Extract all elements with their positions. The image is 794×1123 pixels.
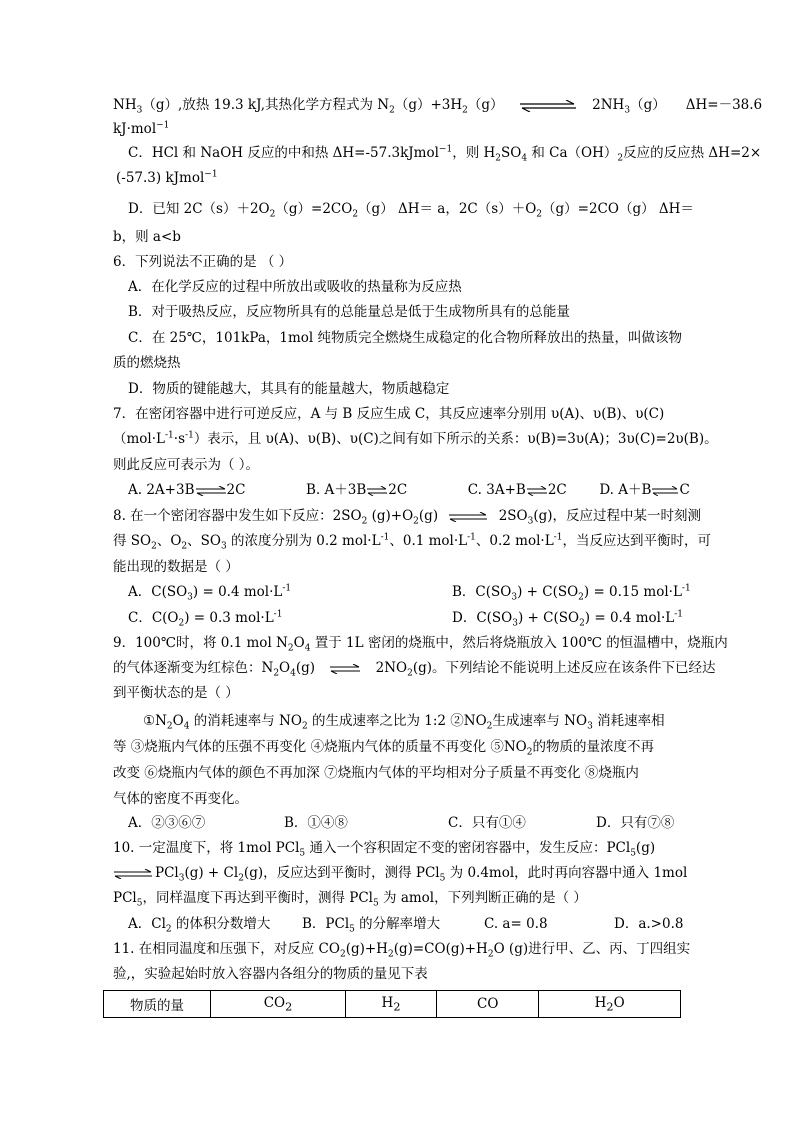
table-header: $H_2O$ <box>539 991 681 1018</box>
text-line: PCl$_5$，同样温度下再达到平衡时，测得 PCl$_5$ 为 amol，下列判断正确的是（ ） <box>113 890 587 909</box>
text-line: 质的燃烧热 <box>113 355 181 371</box>
option-a: A．在化学反应的过程中所放出或吸收的热量称为反应热 <box>128 279 462 295</box>
option-c: C. a= 0.8 <box>484 916 548 932</box>
question-8: 8. 在一个密闭容器中发生如下反应：$2SO_2$ $(g)+O_2(g)$ $2SO_3(g)$，反应过程中某一时刻测 <box>113 508 702 527</box>
text-line: 能出现的数据是（ ） <box>113 559 239 575</box>
text-line: (-57.3) kJmol$^{-1}$ <box>116 169 218 186</box>
text-line: $①N_2O_4$ 的消耗速率与 $NO_2$ 的生成速率之比为 1:2 $②NO_2$生成速率与 $NO_3$ 消耗速率相 <box>143 713 665 732</box>
text-line: b，则 a<b <box>113 229 181 245</box>
option-c: C．在 25℃，101kPa，1mol 纯物质完全燃烧生成稳定的化合物所释放出的热量，叫做该物 <box>128 330 682 346</box>
text-line: kJ·mol$^{-1}$ <box>113 120 170 137</box>
text-line: 气体的密度不再变化。 <box>113 791 248 807</box>
option-d: D．已知 $2C(s)+2O_2(g)=2CO_2(g)$ ΔH＝ a，$2C(s)+O_2(g)=2CO(g)$ ΔH＝ <box>128 201 694 220</box>
equilibrium-arrow-icon <box>195 486 227 496</box>
text-line: 则此反应可表示为（ ）。 <box>113 457 260 473</box>
text-line: $(mol\cdot L^{-1}\cdot s^{-1})$表示，且 υ(A)、υ(B)、υ(C)之间有如下所示的关系：υ(B)=3υ(A)；3υ(C)=2υ(B)。 <box>113 430 718 447</box>
equation-line: $NH_3(g)$,放热 19.3 kJ,其热化学方程式为 $N_2(g)+3H_2(g)$ $2NH_3(g)$ ΔH=－38.6 <box>113 97 763 116</box>
option-b: B. A＋3B 2C <box>306 482 408 498</box>
text-line: 改变 ⑥烧瓶内气体的颜色不再加深 ⑦烧瓶内气体的平均相对分子质量不再变化 ⑧烧瓶内 <box>113 765 639 781</box>
question-7: 7．在密闭容器中进行可逆反应，A 与 B 反应生成 C，其反应速率分别用 υ(A)、υ(B)、υ(C) <box>113 406 665 422</box>
option-b: B．PCl$_5$ 的分解率增大 <box>302 916 441 935</box>
text-line: 的气体逐渐变为红棕色：$N_2O_4(g)$ $2NO_2(g)$。下列结论不能说明上述反应在该条件下已经达 <box>113 660 716 679</box>
option-b: B．$C(SO_3) + C(SO_2) = 0.15$ $mol\cdot L^{-1}$ <box>452 583 691 603</box>
option-b: B．对于吸热反应，反应物所具有的总能量总是低于生成物所具有的总能量 <box>128 304 570 320</box>
question-10: 10. 一定温度下，将 1mol PCl$_5$ 通入一个容积固定不变的密闭容器中，发生反应：PCl$_5$(g) <box>113 840 656 859</box>
option-c: C．$C(O_2) = 0.3$ $mol\cdot L^{-1}$ <box>128 609 283 629</box>
equilibrium-arrow-icon <box>526 486 548 496</box>
text-line: $PCl_3(g) + Cl_2(g)$，反应达到平衡时，测得 PCl$_5$ 为 0.4mol，此时再向容器中通入 1mol <box>113 863 687 883</box>
table-header: 物质的量 <box>104 991 211 1018</box>
data-table <box>103 990 681 1018</box>
option-c: C．只有①④ <box>448 815 526 831</box>
option-d: D．物质的键能越大，其具有的能量越大，物质越稳定 <box>128 381 450 397</box>
option-c: C. 3A+B 2C <box>467 482 567 498</box>
text-line: 得 $SO_2$、$O_2$、$SO_3$ 的浓度分别为 0.2 $mol\cdot L^{-1}$、0.1 $mol\cdot L^{-1}$、0.2 $mol\cdot L^{-1}$，当反应达到平衡时，可 <box>113 532 711 552</box>
option-a: A．$C(SO_3) = 0.4$ $mol\cdot L^{-1}$ <box>128 583 292 603</box>
options-row <box>128 480 690 500</box>
option-a: A．$Cl_2$ 的体积分数增大 <box>128 916 271 935</box>
option-a: A．②③⑥⑦ <box>128 815 206 831</box>
option-d: D．a.>0.8 <box>614 916 684 932</box>
option-d: D．只有⑦⑧ <box>596 815 675 831</box>
equilibrium-arrow-icon <box>448 512 488 522</box>
option-b: B．①④⑧ <box>284 815 348 831</box>
text-line: 等 ③烧瓶内气体的压强不再变化 ④烧瓶内气体的质量不再变化 $⑤NO_2$的物质的量浓度不再 <box>113 739 654 758</box>
option-d: D. A＋B C <box>599 482 690 498</box>
option-d: D．$C(SO_3) + C(SO_2) = 0.4$ $mol\cdot L^{-1}$ <box>452 609 684 629</box>
table-header: $CO_2$ <box>211 991 346 1018</box>
equilibrium-arrow-icon <box>366 486 388 496</box>
table-header: $H_2$ <box>346 991 437 1018</box>
question-11: 11. 在相同温度和压强下，对反应 $CO_2(g)+H_2(g)=CO(g)+H_2O$ (g)进行甲、乙、丙、丁四组实 <box>113 941 691 960</box>
equilibrium-arrow-icon <box>329 664 361 674</box>
text-line: 到平衡状态的是（ ） <box>113 685 239 701</box>
equilibrium-arrow-icon <box>651 486 679 496</box>
option-a: A. 2A+3B 2C <box>128 482 246 498</box>
question-9: 9．100℃时，将 0.1 mol $N_2O_4$ 置于 1L 密闭的烧瓶中，然后将烧瓶放入 100℃ 的恒温槽中，烧瓶内 <box>113 635 728 654</box>
table-header: CO <box>437 991 539 1018</box>
text-line: 验,，实验起始时放入容器内各组分的物质的量见下表 <box>113 966 428 982</box>
equilibrium-arrow-icon <box>113 869 153 879</box>
option-c: C．HCl 和 NaOH 反应的中和热 ΔH=-57.3kJmol$^{-1}$，则 $H_2SO_4$ 和 $Ca(OH)_2$反应的反应热 ΔH=2× <box>128 144 762 164</box>
table-header-row <box>104 991 681 1018</box>
equilibrium-arrow-icon <box>518 100 578 112</box>
question-6: 6．下列说法不正确的是 （ ） <box>113 254 293 270</box>
